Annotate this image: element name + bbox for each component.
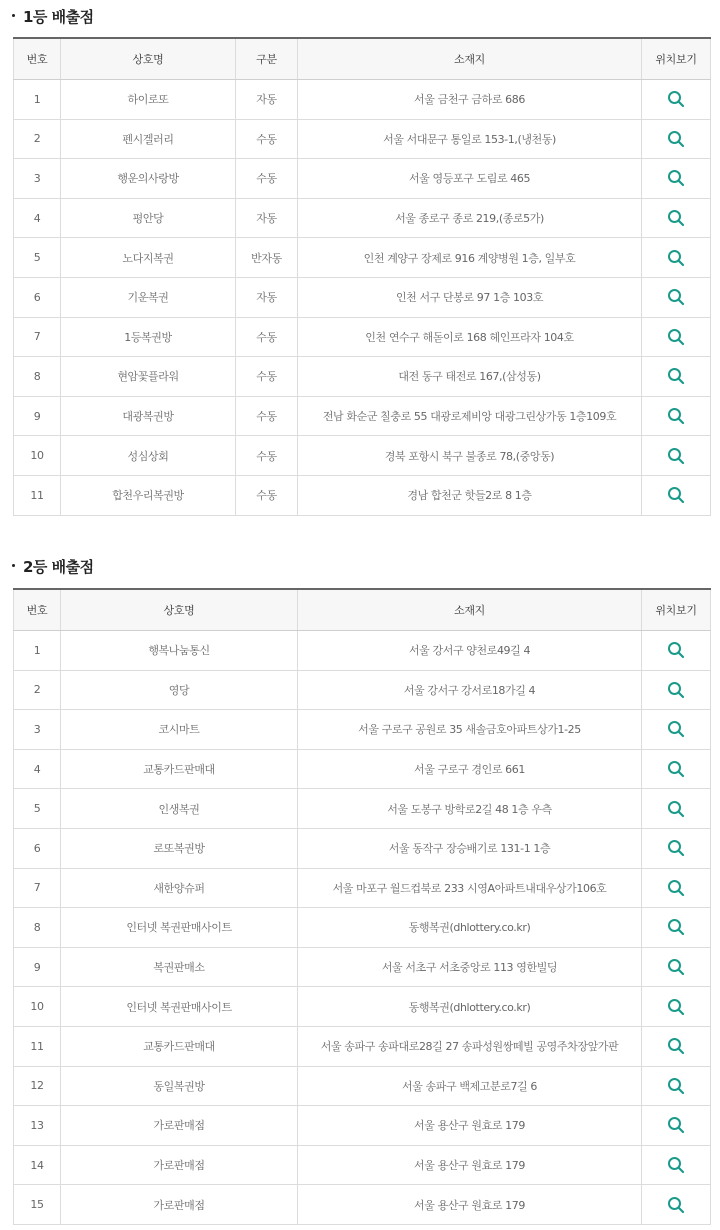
col-header-address: 소재지: [298, 38, 642, 80]
location-search-button[interactable]: [667, 209, 685, 227]
cell-address: 동행복권(dhlottery.co.kr): [298, 908, 642, 948]
cell-name: 행운의사랑방: [61, 159, 236, 199]
search-icon: [667, 249, 685, 267]
col-header-type: 구분: [236, 38, 298, 80]
table-row: [14, 475, 711, 515]
col-header-name: 상호명: [61, 38, 236, 80]
cell-no: 12: [14, 1066, 61, 1106]
cell-address: 서울 서초구 서초중앙로 113 영한빌딩: [298, 947, 642, 987]
table-row: [14, 987, 711, 1027]
table-header-row: [14, 38, 711, 80]
cell-location: [642, 1106, 711, 1146]
cell-name: 현암꽃플라워: [61, 357, 236, 397]
search-icon: [667, 720, 685, 738]
cell-address: 서울 마포구 월드컵북로 233 시영A아파트내대우상가106호: [298, 868, 642, 908]
cell-no: 1: [14, 631, 61, 671]
cell-location: [642, 1145, 711, 1185]
cell-name: 로또복권방: [61, 828, 298, 868]
table-row: [14, 277, 711, 317]
cell-location: [642, 1185, 711, 1225]
first-prize-table: [13, 37, 711, 516]
cell-location: [642, 908, 711, 948]
cell-type: 수동: [236, 396, 298, 436]
table-row: [14, 119, 711, 159]
cell-location: [642, 80, 711, 120]
search-icon: [667, 998, 685, 1016]
cell-type: 수동: [236, 317, 298, 357]
cell-no: 8: [14, 908, 61, 948]
cell-address: 서울 금천구 금하로 686: [298, 80, 642, 120]
location-search-button[interactable]: [667, 1037, 685, 1055]
location-search-button[interactable]: [667, 641, 685, 659]
search-icon: [667, 90, 685, 108]
cell-type: 수동: [236, 357, 298, 397]
cell-location: [642, 631, 711, 671]
cell-no: 3: [14, 159, 61, 199]
cell-address: 인천 계양구 장제로 916 계양병원 1층, 일부호: [298, 238, 642, 278]
cell-name: 하이로또: [61, 80, 236, 120]
cell-name: 평안당: [61, 198, 236, 238]
table-row: [14, 908, 711, 948]
cell-address: 서울 용산구 원효로 179: [298, 1106, 642, 1146]
search-icon: [667, 641, 685, 659]
location-search-button[interactable]: [667, 681, 685, 699]
cell-no: 11: [14, 475, 61, 515]
cell-name: 기운복권: [61, 277, 236, 317]
location-search-button[interactable]: [667, 367, 685, 385]
table-row: [14, 198, 711, 238]
cell-location: [642, 987, 711, 1027]
cell-name: 인터넷 복권판매사이트: [61, 908, 298, 948]
cell-address: 서울 강서구 양천로49길 4: [298, 631, 642, 671]
location-search-button[interactable]: [667, 760, 685, 778]
cell-no: 9: [14, 396, 61, 436]
location-search-button[interactable]: [667, 288, 685, 306]
search-icon: [667, 839, 685, 857]
cell-address: 서울 구로구 경인로 661: [298, 749, 642, 789]
search-icon: [667, 328, 685, 346]
search-icon: [667, 1196, 685, 1214]
cell-address: 서울 종로구 종로 219,(종로5가): [298, 198, 642, 238]
cell-no: 4: [14, 749, 61, 789]
search-icon: [667, 169, 685, 187]
table-row: [14, 631, 711, 671]
location-search-button[interactable]: [667, 800, 685, 818]
cell-name: 교통카드판매대: [61, 749, 298, 789]
cell-address: 서울 동작구 장승배기로 131-1 1층: [298, 828, 642, 868]
cell-address: 서울 용산구 원효로 179: [298, 1145, 642, 1185]
table-row: [14, 159, 711, 199]
cell-address: 서울 송파구 송파대로28길 27 송파성원쌍떼빌 공영주차장앞가판: [298, 1026, 642, 1066]
table-row: [14, 868, 711, 908]
cell-location: [642, 277, 711, 317]
table-row: [14, 1066, 711, 1106]
search-icon: [667, 367, 685, 385]
table-row: [14, 828, 711, 868]
section-title-second-prize: [12, 556, 94, 577]
cell-type: 수동: [236, 119, 298, 159]
cell-address: 경북 포항시 북구 불종로 78,(중앙동): [298, 436, 642, 476]
cell-location: [642, 710, 711, 750]
table-row: [14, 947, 711, 987]
cell-location: [642, 868, 711, 908]
location-search-button[interactable]: [667, 839, 685, 857]
cell-location: [642, 159, 711, 199]
cell-name: 노다지복권: [61, 238, 236, 278]
table-row: [14, 1185, 711, 1225]
cell-name: 대광복권방: [61, 396, 236, 436]
table-row: [14, 1026, 711, 1066]
table-header-row: [14, 589, 711, 631]
section-title-first-prize: [12, 6, 94, 27]
table-row: [14, 710, 711, 750]
cell-no: 10: [14, 436, 61, 476]
table-row: [14, 80, 711, 120]
cell-name: 가로판매점: [61, 1106, 298, 1146]
search-icon: [667, 486, 685, 504]
col-header-name: 상호명: [61, 589, 298, 631]
cell-address: 경남 합천군 핫들2로 8 1층: [298, 475, 642, 515]
cell-address: 서울 강서구 강서로18가길 4: [298, 670, 642, 710]
location-search-button[interactable]: [667, 1116, 685, 1134]
cell-location: [642, 436, 711, 476]
section-title-text: 1등 배출점: [23, 8, 94, 26]
table-row: [14, 396, 711, 436]
cell-address: 서울 송파구 백제고분로7길 6: [298, 1066, 642, 1106]
cell-no: 5: [14, 238, 61, 278]
cell-address: 서울 용산구 원효로 179: [298, 1185, 642, 1225]
cell-no: 11: [14, 1026, 61, 1066]
cell-location: [642, 475, 711, 515]
cell-address: 전남 화순군 칠충로 55 대광로제비앙 대광그린상가동 1층109호: [298, 396, 642, 436]
cell-no: 4: [14, 198, 61, 238]
cell-address: 대전 동구 태전로 167,(삼성동): [298, 357, 642, 397]
cell-location: [642, 1026, 711, 1066]
cell-no: 8: [14, 357, 61, 397]
cell-no: 9: [14, 947, 61, 987]
cell-name: 합천우리복권방: [61, 475, 236, 515]
cell-no: 10: [14, 987, 61, 1027]
cell-no: 14: [14, 1145, 61, 1185]
cell-no: 6: [14, 828, 61, 868]
cell-no: 2: [14, 670, 61, 710]
cell-address: 동행복권(dhlottery.co.kr): [298, 987, 642, 1027]
bullet-icon: [12, 564, 15, 567]
col-header-no: 번호: [14, 38, 61, 80]
location-search-button[interactable]: [667, 249, 685, 267]
cell-name: 행복나눔통신: [61, 631, 298, 671]
cell-location: [642, 1066, 711, 1106]
cell-name: 가로판매점: [61, 1185, 298, 1225]
cell-name: 코시마트: [61, 710, 298, 750]
search-icon: [667, 288, 685, 306]
cell-name: 복권판매소: [61, 947, 298, 987]
cell-no: 7: [14, 317, 61, 357]
cell-location: [642, 357, 711, 397]
search-icon: [667, 1037, 685, 1055]
cell-address: 서울 구로구 공원로 35 새솔금호아파트상가1-25: [298, 710, 642, 750]
cell-no: 6: [14, 277, 61, 317]
cell-no: 5: [14, 789, 61, 829]
cell-no: 7: [14, 868, 61, 908]
cell-location: [642, 670, 711, 710]
search-icon: [667, 1156, 685, 1174]
section-title-text: 2등 배출점: [23, 558, 94, 576]
search-icon: [667, 447, 685, 465]
cell-name: 펜시겔러리: [61, 119, 236, 159]
cell-location: [642, 947, 711, 987]
cell-name: 영당: [61, 670, 298, 710]
table-row: [14, 436, 711, 476]
cell-type: 자동: [236, 80, 298, 120]
location-search-button[interactable]: [667, 169, 685, 187]
search-icon: [667, 130, 685, 148]
cell-name: 동일복권방: [61, 1066, 298, 1106]
table-row: [14, 1145, 711, 1185]
search-icon: [667, 879, 685, 897]
cell-type: 반자동: [236, 238, 298, 278]
table-row: [14, 749, 711, 789]
second-prize-table: [13, 588, 711, 1225]
cell-name: 1등복권방: [61, 317, 236, 357]
cell-name: 새한양슈퍼: [61, 868, 298, 908]
table-row: [14, 238, 711, 278]
location-search-button[interactable]: [667, 90, 685, 108]
col-header-location: 위치보기: [642, 38, 711, 80]
table-row: [14, 357, 711, 397]
col-header-location: 위치보기: [642, 589, 711, 631]
cell-location: [642, 198, 711, 238]
location-search-button[interactable]: [667, 1077, 685, 1095]
table-row: [14, 317, 711, 357]
cell-address: 서울 서대문구 통일로 153-1,(냉천동): [298, 119, 642, 159]
table-row: [14, 789, 711, 829]
search-icon: [667, 1116, 685, 1134]
bullet-icon: [12, 14, 15, 17]
location-search-button[interactable]: [667, 486, 685, 504]
location-search-button[interactable]: [667, 447, 685, 465]
cell-type: 수동: [236, 475, 298, 515]
search-icon: [667, 760, 685, 778]
cell-name: 교통카드판매대: [61, 1026, 298, 1066]
location-search-button[interactable]: [667, 1156, 685, 1174]
cell-name: 가로판매점: [61, 1145, 298, 1185]
cell-location: [642, 828, 711, 868]
cell-no: 2: [14, 119, 61, 159]
cell-location: [642, 749, 711, 789]
cell-type: 자동: [236, 198, 298, 238]
location-search-button[interactable]: [667, 720, 685, 738]
search-icon: [667, 209, 685, 227]
cell-type: 수동: [236, 159, 298, 199]
search-icon: [667, 407, 685, 425]
cell-address: 인천 서구 단봉로 97 1층 103호: [298, 277, 642, 317]
location-search-button[interactable]: [667, 879, 685, 897]
cell-no: 15: [14, 1185, 61, 1225]
table-row: [14, 670, 711, 710]
cell-location: [642, 317, 711, 357]
col-header-no: 번호: [14, 589, 61, 631]
cell-no: 13: [14, 1106, 61, 1146]
location-search-button[interactable]: [667, 1196, 685, 1214]
col-header-address: 소재지: [298, 589, 642, 631]
cell-no: 3: [14, 710, 61, 750]
search-icon: [667, 1077, 685, 1095]
cell-type: 자동: [236, 277, 298, 317]
cell-location: [642, 238, 711, 278]
cell-name: 인터넷 복권판매사이트: [61, 987, 298, 1027]
table-row: [14, 1106, 711, 1146]
cell-name: 성심상회: [61, 436, 236, 476]
cell-address: 서울 도봉구 방학로2길 48 1층 우측: [298, 789, 642, 829]
cell-name: 인생복권: [61, 789, 298, 829]
location-search-button[interactable]: [667, 407, 685, 425]
cell-address: 서울 영등포구 도림로 465: [298, 159, 642, 199]
location-search-button[interactable]: [667, 918, 685, 936]
search-icon: [667, 681, 685, 699]
cell-no: 1: [14, 80, 61, 120]
cell-type: 수동: [236, 436, 298, 476]
search-icon: [667, 800, 685, 818]
cell-location: [642, 119, 711, 159]
search-icon: [667, 918, 685, 936]
cell-address: 인천 연수구 해돋이로 168 헤인프라자 104호: [298, 317, 642, 357]
search-icon: [667, 958, 685, 976]
location-search-button[interactable]: [667, 130, 685, 148]
location-search-button[interactable]: [667, 958, 685, 976]
cell-location: [642, 789, 711, 829]
cell-location: [642, 396, 711, 436]
location-search-button[interactable]: [667, 998, 685, 1016]
location-search-button[interactable]: [667, 328, 685, 346]
